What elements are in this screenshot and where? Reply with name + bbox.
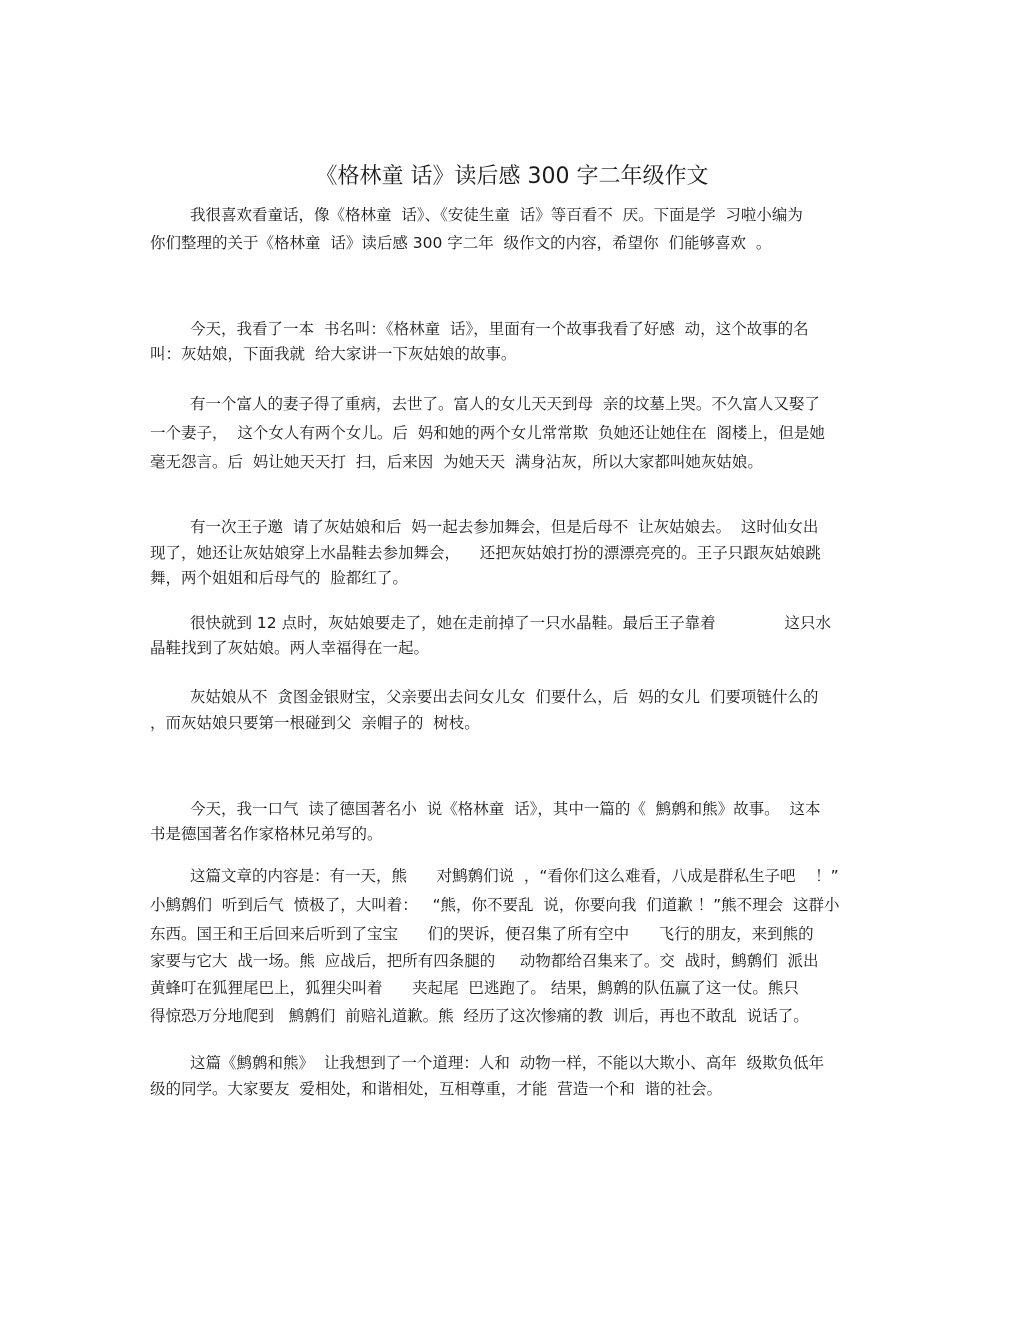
paragraph-line: 得惊恐万分地爬到 鹪鹩们 前赔礼道歉。熊 经历了这次惨痛的教 训后，再也不敢乱 说话了。	[150, 1007, 809, 1025]
paragraph-line: ，而灰姑娘只要第一根碰到父 亲帽子的 树枝。	[150, 714, 480, 732]
paragraph-line: 叫：灰姑娘，下面我就 给大家讲一下灰姑娘的故事。	[150, 345, 517, 363]
paragraph-line: 这篇文章的内容是：有一天，熊 对鹪鹩们说 ，“看你们这么难看，八成是群私生子吧 ！”	[190, 867, 839, 885]
paragraph-line: 有一次王子邀 请了灰姑娘和后 妈一起去参加舞会，但是后母不 让灰姑娘去。 这时仙女出	[190, 518, 819, 536]
paragraph-line: 一个妻子， 这个女人有两个女儿。后 妈和她的两个女儿常常欺 负她还让她住在 阁楼上，但是她	[150, 424, 825, 442]
paragraph-line: 家要与它大 战一场。熊 应战后，把所有四条腿的 动物都给召集来了。交 战时，鹪鹩们 派出	[150, 952, 819, 970]
paragraph-line: 今天，我一口气 读了德国著名小 说《格林童 话》，其中一篇的《 鹪鹩和熊》故事。 这本	[190, 800, 821, 818]
intro-line: 你们整理的关于《格林童 话》读后感 300 字二年 级作文的内容，希望你 们能够喜欢 。	[150, 234, 772, 252]
paragraph-line: 书是德国著名作家格林兄弟写的。	[150, 825, 383, 843]
paragraph-line: 黄蜂叮在狐狸尾巴上，狐狸尖叫着 夹起尾 巴逃跑了。 结果，鹪鹩的队伍赢了这一仗。熊只	[150, 979, 799, 997]
paragraph-line: 现了，她还让灰姑娘穿上水晶鞋去参加舞会， 还把灰姑娘打扮的漂漂亮亮的。王子只跟灰姑娘跳	[150, 544, 821, 562]
paragraph-line: 毫无怨言。后 妈让她天天打 扫，后来因 为她天天 满身沾灰，所以大家都叫她灰姑娘。	[150, 453, 763, 471]
paragraph-line: 小鹪鹩们 听到后气 愤极了，大叫着： “熊，你不要乱 说，你要向我 们道歉 ！”熊不理会 这群小	[150, 896, 840, 914]
paragraph-line: 东西。国王和王后回来后听到了宝宝 们的哭诉，便召集了所有空中 飞行的朋友，来到熊的	[150, 925, 814, 943]
paragraph-line: 今天，我看了一本 书名叫：《格林童 话》，里面有一个故事我看了好感 动，这个故事的名	[190, 320, 809, 338]
paragraph-line: 晶鞋找到了灰姑娘。两人幸福得在一起。	[150, 639, 430, 657]
paragraph-line: 灰姑娘从不 贪图金银财宝，父亲要出去问女儿女 们要什么，后 妈的女儿 们要项链什么的	[190, 688, 819, 706]
paragraph-line: 很快就到 12 点时，灰姑娘要走了，她在走前掉了一只水晶鞋。最后王子靠着 这只水	[190, 614, 832, 632]
paragraph-line: 舞，两个姐姐和后母气的 脸都红了。	[150, 569, 408, 587]
paragraph-line: 有一个富人的妻子得了重病，去世了。富人的女儿天天到母 亲的坟墓上哭。不久富人又娶了	[190, 395, 820, 413]
paragraph-line: 级的同学。大家要友 爱相处，和谐相处，互相尊重，才能 营造一个和 谐的社会。	[150, 1080, 723, 1098]
document-title: 《格林童 话》读后感 300 字二年级作文	[315, 164, 709, 189]
intro-line: 我很喜欢看童话，像《格林童 话》、《安徒生童 话》等百看不 厌。下面是学 习啦小编为	[190, 206, 803, 224]
paragraph-line: 这篇《鹪鹩和熊》 让我想到了一个道理：人和 动物一样，不能以大欺小、高年 级欺负低年	[190, 1054, 825, 1072]
